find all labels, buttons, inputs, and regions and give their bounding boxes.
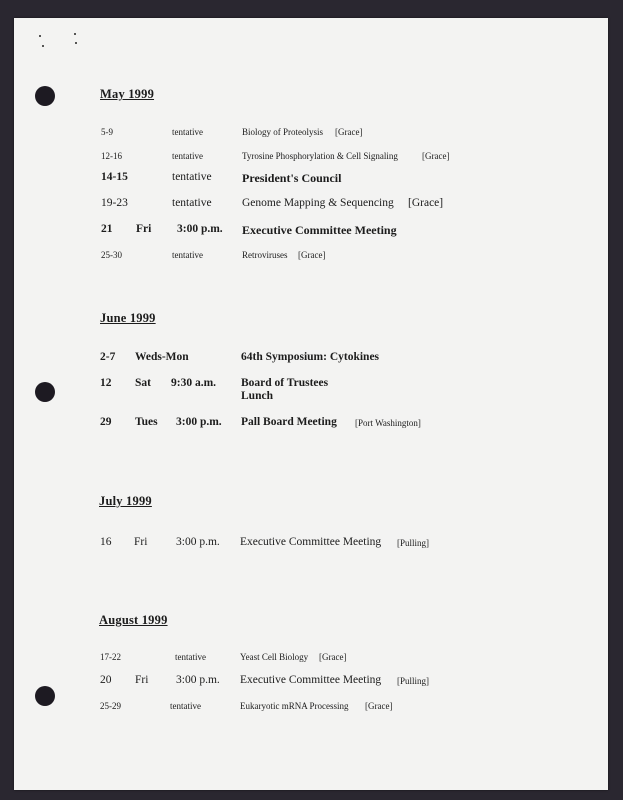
- event-title: Retroviruses: [242, 250, 288, 260]
- day: Fri: [135, 674, 149, 686]
- speck: [39, 35, 41, 37]
- speck: [74, 33, 76, 35]
- punch-hole: [35, 686, 55, 706]
- date: 12: [100, 377, 112, 389]
- location: [Grace]: [408, 197, 444, 209]
- event-title: Pall Board Meeting: [241, 416, 337, 428]
- day: Fri: [136, 223, 152, 235]
- day: Weds-Mon: [135, 351, 189, 363]
- time: 3:00 p.m.: [176, 416, 222, 428]
- event-title: Executive Committee Meeting: [240, 674, 382, 686]
- speck: [42, 45, 44, 47]
- location: [Grace]: [298, 250, 326, 260]
- event-title: Executive Committee Meeting: [240, 536, 382, 548]
- status: tentative: [172, 197, 212, 209]
- event-title: Genome Mapping & Sequencing: [242, 197, 394, 209]
- date: 25-30: [101, 250, 122, 260]
- punch-hole: [35, 382, 55, 402]
- month-heading: July 1999: [99, 494, 152, 508]
- event-title: Tyrosine Phosphorylation & Cell Signaling: [242, 151, 398, 161]
- time: 3:00 p.m.: [177, 223, 223, 235]
- time: 9:30 a.m.: [171, 377, 217, 389]
- date: 21: [101, 223, 113, 235]
- location: [Grace]: [365, 701, 393, 711]
- event-title: 64th Symposium: Cytokines: [241, 351, 380, 363]
- day: Tues: [135, 416, 158, 428]
- event-title-line2: Lunch: [241, 390, 273, 402]
- date: 5-9: [101, 127, 113, 137]
- date: 25-29: [100, 701, 121, 711]
- date: 14-15: [101, 171, 128, 183]
- event-title: Eukaryotic mRNA Processing: [240, 701, 349, 711]
- location: [Pulling]: [397, 538, 430, 548]
- status: tentative: [172, 127, 203, 137]
- month-heading: June 1999: [100, 311, 156, 325]
- day: Fri: [134, 536, 148, 548]
- event-title: President's Council: [242, 171, 342, 185]
- status: tentative: [172, 250, 203, 260]
- event-title: Yeast Cell Biology: [240, 652, 309, 662]
- time: 3:00 p.m.: [176, 674, 220, 686]
- date: 29: [100, 416, 112, 428]
- status: tentative: [172, 151, 203, 161]
- location: [Port Washington]: [355, 418, 421, 428]
- location: [Grace]: [422, 151, 450, 161]
- document-page: [14, 18, 608, 790]
- date: 12-16: [101, 151, 122, 161]
- date: 17-22: [100, 652, 121, 662]
- day: Sat: [135, 377, 151, 389]
- date: 16: [100, 536, 112, 548]
- date: 2-7: [100, 351, 116, 363]
- location: [Pulling]: [397, 676, 430, 686]
- location: [Grace]: [319, 652, 347, 662]
- date: 20: [100, 674, 112, 686]
- status: tentative: [175, 652, 206, 662]
- event-title: Biology of Proteolysis: [242, 127, 324, 137]
- time: 3:00 p.m.: [176, 536, 220, 548]
- month-heading: August 1999: [99, 613, 168, 627]
- month-heading: May 1999: [100, 87, 155, 101]
- speck: [75, 42, 77, 44]
- location: [Grace]: [335, 127, 363, 137]
- event-title: Board of Trustees: [241, 377, 329, 389]
- date: 19-23: [101, 197, 128, 209]
- punch-hole: [35, 86, 55, 106]
- status: tentative: [170, 701, 201, 711]
- status: tentative: [172, 171, 212, 183]
- event-title: Executive Committee Meeting: [242, 223, 397, 237]
